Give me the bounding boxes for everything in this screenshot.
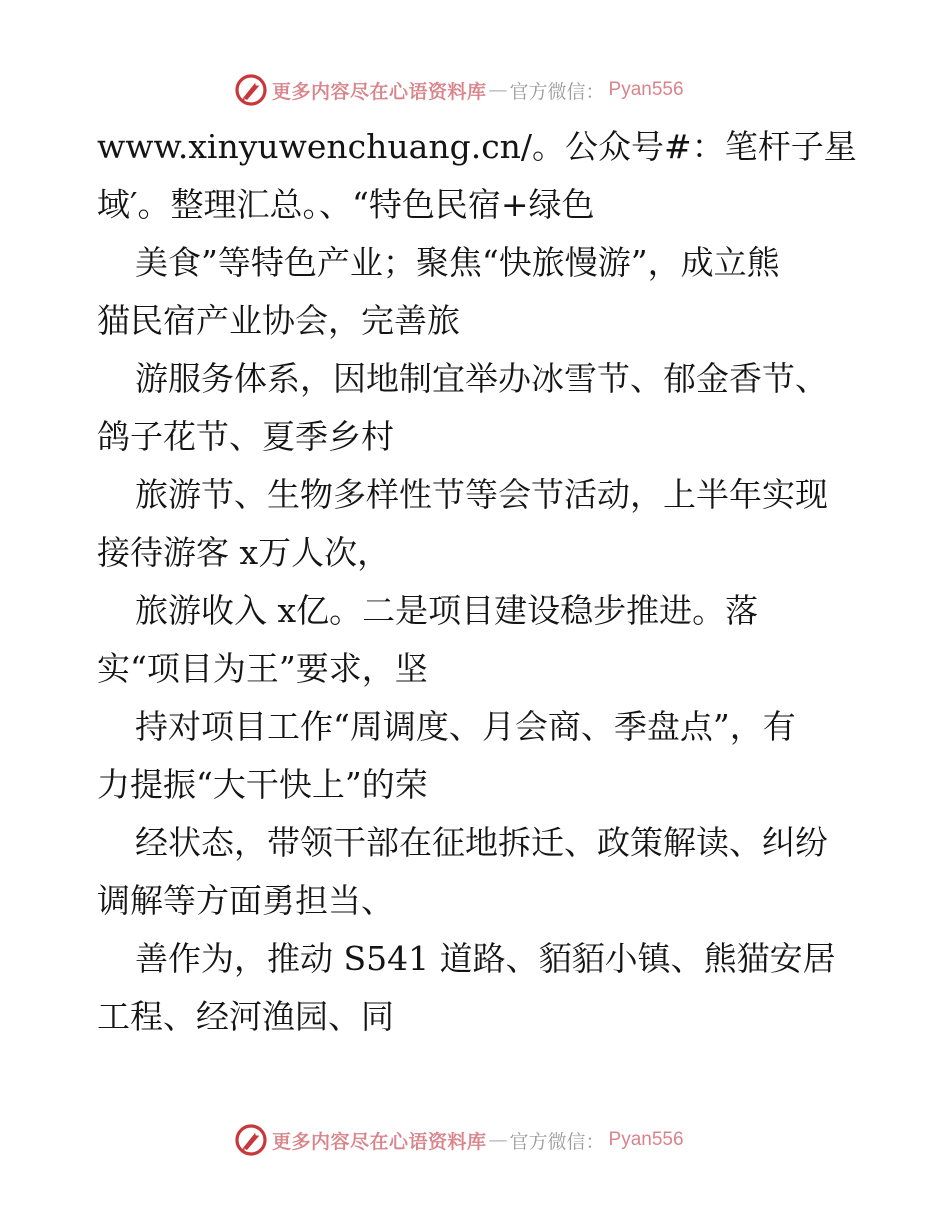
text-line: 实“项目为王”要求，坚: [97, 649, 428, 688]
text-line: 调解等方面勇担当、: [97, 881, 394, 920]
banner-separator: —: [488, 79, 508, 101]
text-line: 持对项目工作“周调度、月会商、季盘点”，有: [135, 707, 796, 746]
banner-brand-text: 更多内容尽在心语资料库: [272, 80, 487, 103]
banner-wechat-account: Pyan556: [608, 79, 684, 100]
footer-banner: [234, 1122, 684, 1158]
text-line: 美食”等特色产业；聚焦“快旅慢游”，成立熊: [135, 243, 780, 282]
text-line: 经状态，带领干部在征地拆迁、政策解读、纠纷: [135, 823, 828, 862]
header-banner: [234, 72, 684, 108]
banner-wechat-label: 官方微信：: [509, 1130, 605, 1153]
text-line: 旅游节、生物多样性节等会节活动，上半年实现: [135, 475, 828, 514]
document-body: [97, 121, 857, 1049]
text-line: 游服务体系，因地制宜举办冰雪节、郁金香节、: [135, 359, 828, 398]
text-line: 善作为，推动 S541 道路、貊貊小镇、熊猫安居: [135, 939, 836, 978]
banner-brand-text: 更多内容尽在心语资料库: [272, 1130, 487, 1153]
banner-wechat-account: Pyan556: [608, 1129, 684, 1150]
circle-pen-logo-icon: [234, 73, 268, 107]
text-line: 猫民宿产业协会，完善旅: [97, 301, 460, 340]
text-line: 域′。整理汇总。、“特色民宿+绿色: [97, 185, 595, 224]
text-line: 旅游收入 x亿。二是项目建设稳步推进。落: [135, 591, 759, 630]
text-line: 工程、经河渔园、同: [97, 997, 394, 1036]
banner-wechat-label: 官方微信：: [509, 80, 605, 103]
text-line: 接待游客 x万人次，: [97, 533, 391, 572]
circle-pen-logo-icon: [234, 1123, 268, 1157]
text-line: 力提振“大干快上”的荣: [97, 765, 428, 804]
text-line: 鸽子花节、夏季乡村: [97, 417, 394, 456]
text-line: www.xinyuwenchuang.cn/。公众号#：笔杆子星: [97, 127, 857, 166]
banner-separator: —: [488, 1129, 508, 1151]
